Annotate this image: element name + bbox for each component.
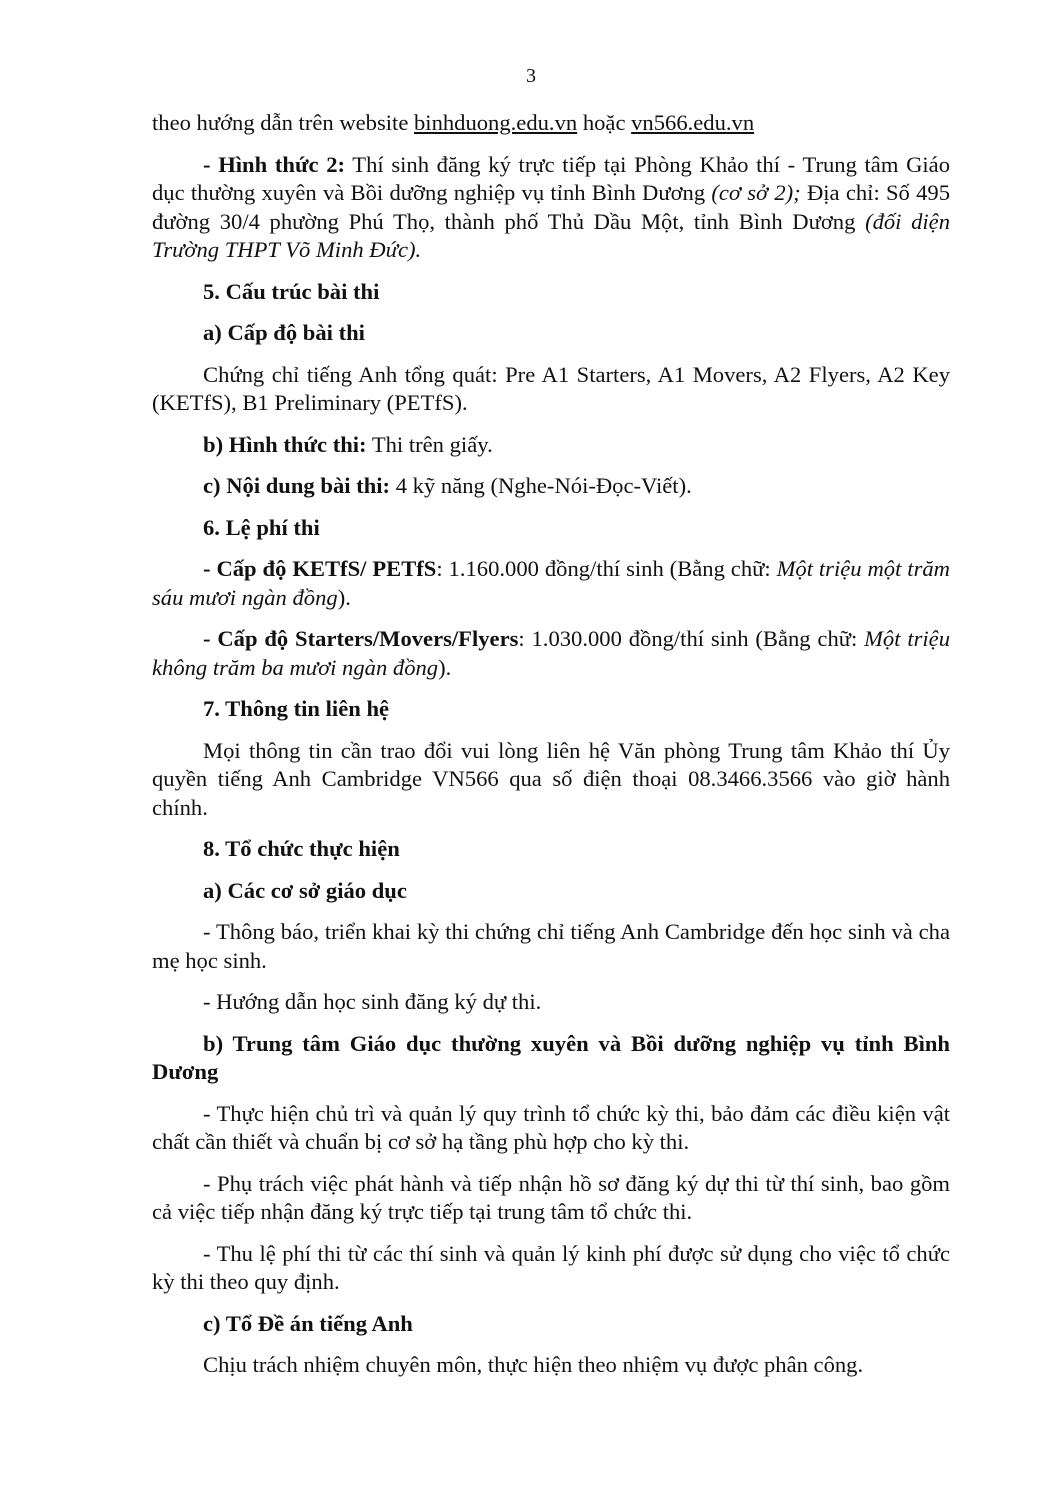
fee-ket-pet-words: Một triệu một trăm sáu mươi ngàn đồng	[152, 556, 950, 610]
form2-italic-2: (đối diện Trường THPT Võ Minh Đức).	[152, 208, 951, 262]
section-8b-heading: b) Trung tâm Giáo dục thường xuyên và Bồi dưỡng nghiệp vụ tỉnh Bình Dương	[152, 1030, 950, 1084]
section-8a-item-1: - Thông báo, triển khai kỳ thi chứng chỉ tiếng Anh Cambridge đến học sinh và cha mẹ học sinh.	[152, 919, 950, 973]
section-5-heading: 5. Cấu trúc bài thi	[203, 278, 380, 304]
section-5c-text: 4 kỹ năng (Nghe-Nói-Đọc-Viết).	[390, 473, 692, 498]
section-5a-text: Chứng chỉ tiếng Anh tổng quát: Pre A1 Starters, A1 Movers, A2 Flyers, A2 Key (KETfS), B1 Preliminary (PETfS).	[152, 361, 950, 415]
form2-text-2: Địa chỉ: Số 495 đường 30/4 phường Phú Thọ, thành phố Thủ Dầu Một, tỉnh Bình Dương	[152, 180, 950, 234]
section-5b	[152, 431, 950, 460]
fee-ket-pet-label: - Cấp độ KETfS/ PETfS	[203, 556, 437, 581]
section-8b-item-3: - Thu lệ phí thi từ các thí sinh và quản lý kinh phí được sử dụng cho việc tổ chức kỳ thi theo quy định.	[152, 1240, 950, 1294]
section-8b-item-1: - Thực hiện chủ trì và quản lý quy trình tổ chức kỳ thi, bảo đảm các điều kiện vật chất cần thiết và chuẩn bị cơ sở hạ tầng phù hợp cho kỳ thi.	[152, 1100, 950, 1154]
website-line-or: hoặc	[577, 110, 632, 135]
fee-yle-words: Một triệu không trăm ba mươi ngàn đồng	[152, 626, 950, 680]
fee-ket-pet-end: ).	[337, 584, 351, 610]
section-7-text: Mọi thông tin cần trao đổi vui lòng liên hệ Văn phòng Trung tâm Khảo thí Ủy quyền tiếng Anh Cambridge VN566 qua số điện thoại 08.3466.3566 vào giờ hành chính.	[152, 737, 950, 820]
section-8a-item-2: - Hướng dẫn học sinh đăng ký dự thi.	[203, 989, 542, 1014]
fee-yle-end: ).	[438, 654, 452, 680]
form2-label: - Hình thức 2:	[203, 151, 346, 177]
section-5b-text: Thi trên giấy.	[366, 431, 493, 457]
section-8a-heading: a) Các cơ sở giáo dục	[203, 877, 407, 903]
section-5c-label: c) Nội dung bài thi:	[203, 473, 391, 498]
section-5a-heading: a) Cấp độ bài thi	[203, 320, 365, 345]
form2-text-1: Thí sinh đăng ký trực tiếp tại Phòng Khảo thí - Trung tâm Giáo dục thường xuyên và Bồi dưỡng nghiệp vụ tỉnh Bình Dương	[152, 151, 951, 205]
fee-yle-text: : 1.030.000 đồng/thí sinh (Bằng chữ:	[518, 626, 865, 651]
fee-starters-movers-flyers	[152, 625, 950, 682]
section-8c-heading: c) Tổ Đề án tiếng Anh	[203, 1310, 413, 1336]
section-5c	[152, 472, 950, 501]
section-6-heading: 6. Lệ phí thi	[203, 514, 320, 540]
page-number: 3	[526, 65, 536, 87]
website-line-text: theo hướng dẫn trên website	[152, 110, 414, 135]
section-7-heading: 7. Thông tin liên hệ	[203, 696, 390, 721]
website-line	[152, 109, 950, 138]
fee-ket-pet-text: : 1.160.000 đồng/thí sinh (Bằng chữ:	[436, 556, 777, 581]
link-vn566[interactable]: vn566.edu.vn	[631, 110, 755, 135]
section-8c-text: Chịu trách nhiệm chuyên môn, thực hiện theo nhiệm vụ được phân công.	[203, 1352, 864, 1377]
section-5b-label: b) Hình thức thi:	[203, 431, 367, 457]
section-8b-item-2: - Phụ trách việc phát hành và tiếp nhận hồ sơ đăng ký dự thi từ thí sinh, bao gồm cả việc tiếp nhận đăng ký trực tiếp tại trung tâm tổ chức thi.	[152, 1170, 950, 1224]
fee-ket-pet	[152, 555, 950, 612]
registration-form-2	[152, 151, 950, 265]
link-binhduong[interactable]: binhduong.edu.vn	[414, 110, 578, 135]
section-8-heading: 8. Tổ chức thực hiện	[203, 836, 400, 861]
form2-italic-1: (cơ sở 2);	[711, 180, 801, 205]
fee-yle-label: - Cấp độ Starters/Movers/Flyers	[203, 626, 519, 651]
document-body	[152, 109, 950, 1380]
